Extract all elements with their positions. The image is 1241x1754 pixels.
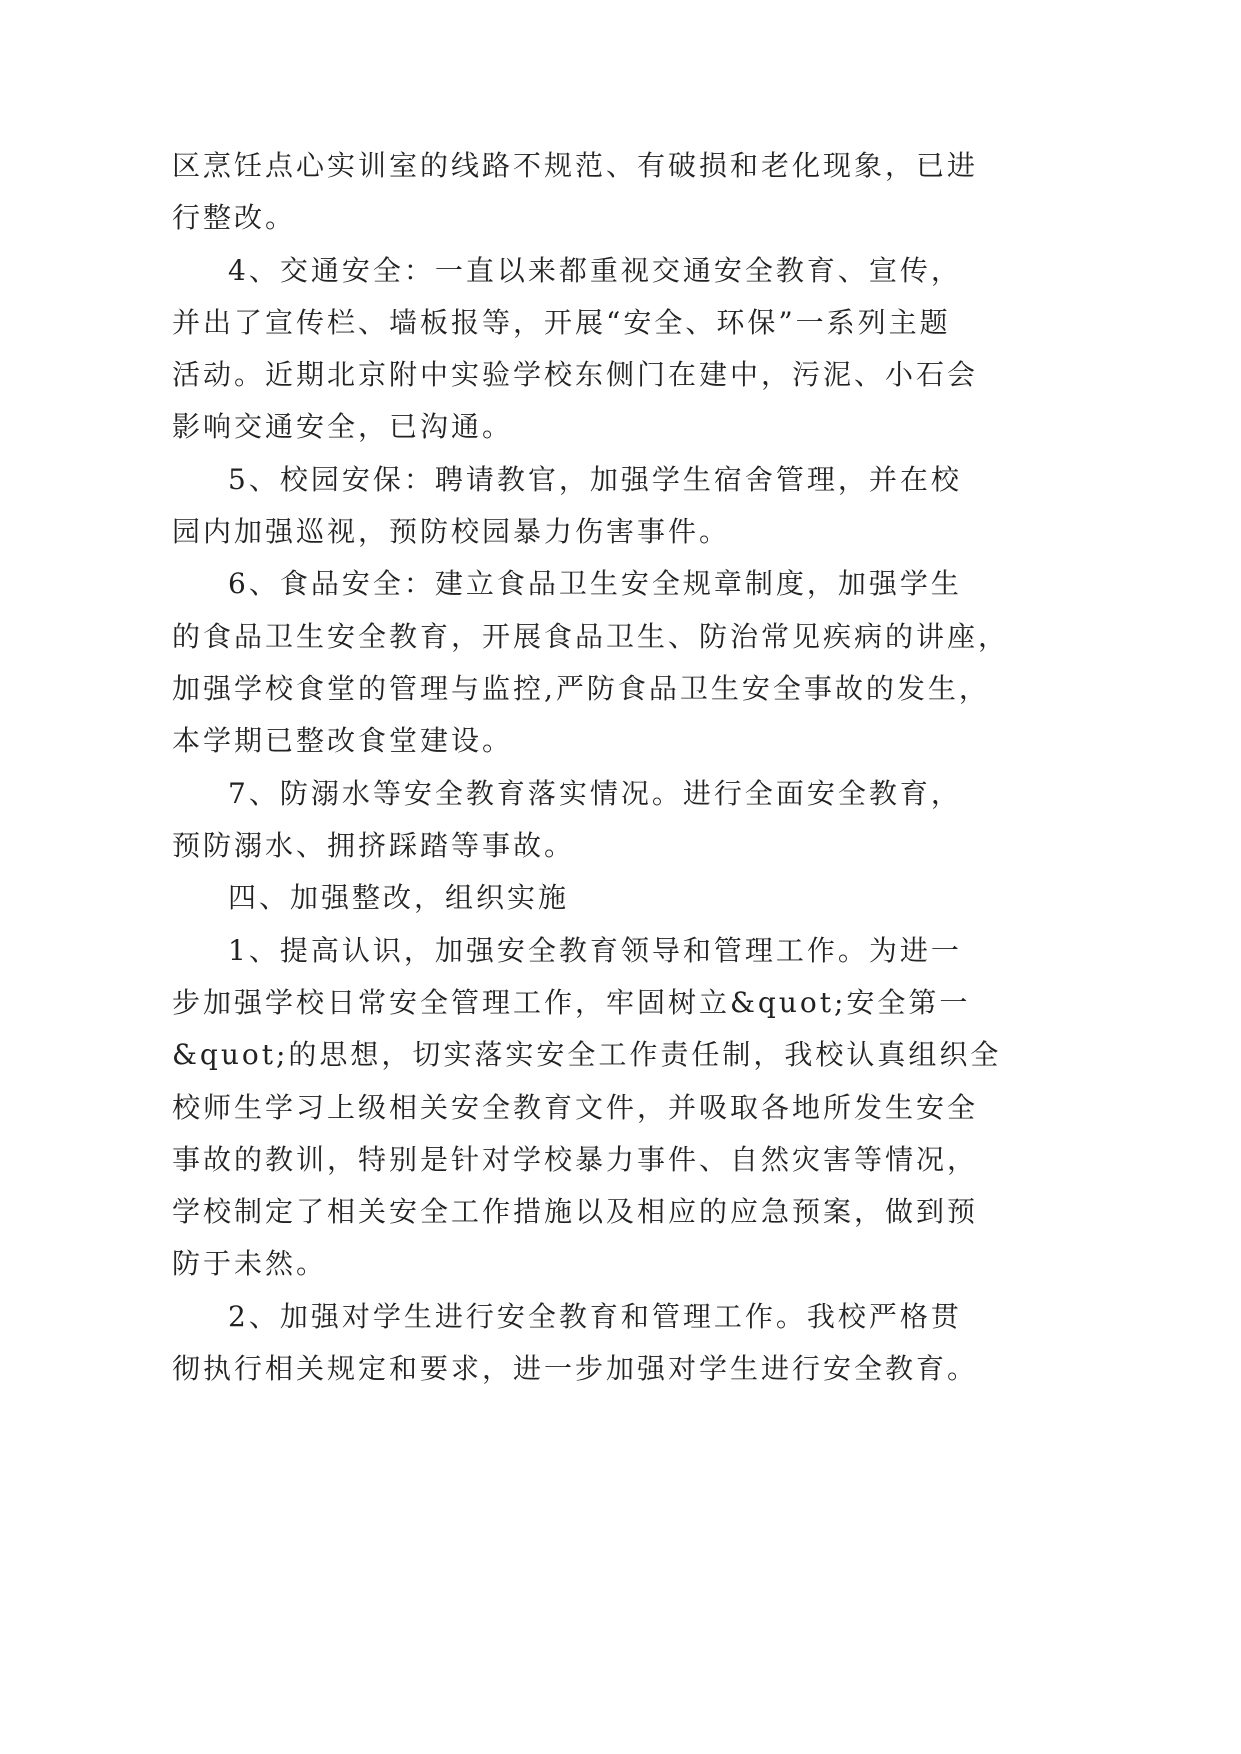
body-text-line: 6、食品安全：建立食品卫生安全规章制度，加强学生	[228, 567, 962, 600]
body-text-line: 学校制定了相关安全工作措施以及相应的应急预案，做到预	[172, 1195, 979, 1228]
body-text-line: 本学期已整改食堂建设。	[172, 724, 514, 757]
body-text-line: 事故的教训，特别是针对学校暴力事件、自然灾害等情况，	[172, 1143, 979, 1176]
body-text-line: 7、防溺水等安全教育落实情况。进行全面安全教育，	[228, 777, 962, 810]
body-text-line: 活动。近期北京附中实验学校东侧门在建中，污泥、小石会	[172, 358, 979, 391]
body-text-line: 1、提高认识，加强安全教育领导和管理工作。为进一	[228, 934, 962, 967]
body-text-line: 校师生学习上级相关安全教育文件，并吸取各地所发生安全	[172, 1091, 979, 1124]
body-text-line: 步加强学校日常安全管理工作，牢固树立&quot;安全第一	[172, 986, 971, 1019]
body-text-line: 区烹饪点心实训室的线路不规范、有破损和老化现象，已进	[172, 149, 979, 182]
body-text-line: 彻执行相关规定和要求，进一步加强对学生进行安全教育。	[172, 1352, 979, 1385]
body-text-line: 防于未然。	[172, 1247, 328, 1280]
body-text-line: 园内加强巡视，预防校园暴力伤害事件。	[172, 515, 731, 548]
body-text-line: 4、交通安全：一直以来都重视交通安全教育、宣传，	[228, 254, 962, 287]
body-text-line: 预防溺水、拥挤踩踏等事故。	[172, 829, 576, 862]
body-text-line: 2、加强对学生进行安全教育和管理工作。我校严格贯	[228, 1300, 962, 1333]
body-text-line: 行整改。	[172, 201, 297, 234]
body-text-line: 并出了宣传栏、墙板报等，开展“安全、环保”一系列主题	[172, 306, 951, 339]
body-text-line: 影响交通安全，已沟通。	[172, 410, 514, 443]
body-text-line: 5、校园安保：聘请教官，加强学生宿舍管理，并在校	[228, 463, 962, 496]
body-text-line: &quot;的思想，切实落实安全工作责任制，我校认真组织全	[172, 1038, 1002, 1071]
body-text-line: 加强学校食堂的管理与监控,严防食品卫生安全事故的发生，	[172, 672, 990, 705]
section-heading: 四、加强整改，组织实施	[228, 881, 570, 914]
body-text-line: 的食品卫生安全教育，开展食品卫生、防治常见疾病的讲座，	[172, 620, 1010, 653]
